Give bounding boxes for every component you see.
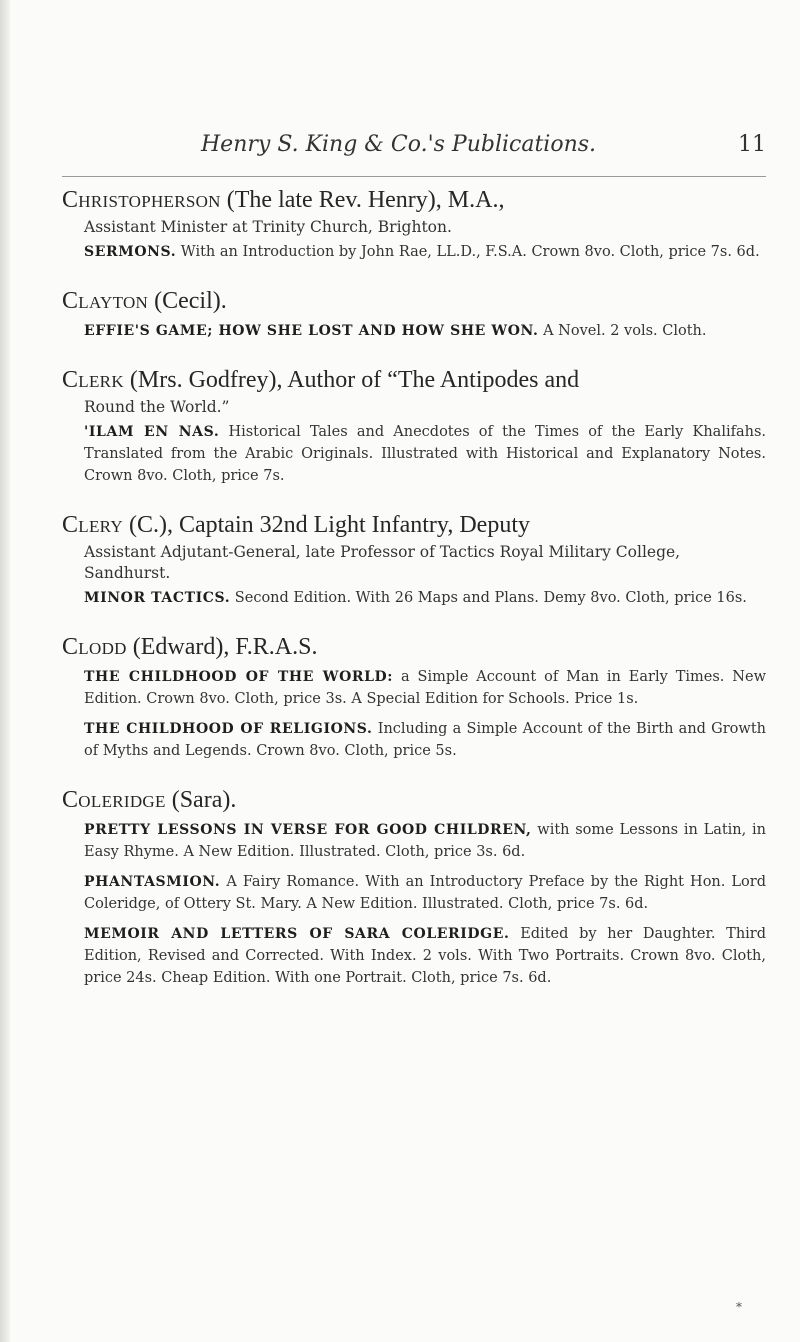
entry-heading [62,184,766,217]
catalogue-entry [62,285,766,342]
work-listing [84,320,766,342]
binding-edge [0,0,10,1342]
author-note: Round the World.” [84,398,230,416]
work-title: PHANTASMION. [84,874,221,890]
catalogue-entry [62,784,766,989]
running-title: Henry S. King & Co.'s Publications. [201,132,597,157]
work-description: Edited by her Daughter. Third Edition, Revised and Corrected. With Index. 2 vols. With Two Portraits. Crown 8vo. Cloth, price 24s. Cheap Edition. With one Portrait. Cloth, price 7s. 6d. [84,926,767,986]
work-listing [84,241,766,263]
entry-heading [62,509,766,542]
catalogue-entry [62,364,766,487]
entry-heading [62,631,766,664]
work-listing [84,718,766,762]
catalogue-entry [62,631,766,762]
catalogue-entry [62,509,766,609]
work-description: A Novel. 2 vols. Cloth. [538,323,707,339]
work-title: THE CHILDHOOD OF THE WORLD: [84,669,394,685]
author-details: (Cecil). [148,288,227,314]
work-description: Second Edition. With 26 Maps and Plans. Demy 8vo. Cloth, price 16s. [230,590,747,606]
author-details: (Edward), F.R.A.S. [126,634,318,660]
catalogue-entry [62,184,766,263]
work-description: A Fairy Romance. With an Introductory Preface by the Right Hon. Lord Coleridge, of Ottery St. Mary. A New Edition. Illustrated. Cloth, price 7s. 6d. [84,874,766,912]
work-description: a Simple Account of Man in Early Times. New Edition. Crown 8vo. Cloth, price 3s. A Special Edition for Schools. Price 1s. [84,669,766,707]
work-title: 'ILAM EN NAS. [84,424,220,440]
work-listing [84,819,766,863]
author-surname: Clayton [62,288,149,314]
work-listing [84,421,766,487]
work-title: MEMOIR AND LETTERS OF SARA COLERIDGE. [84,926,510,942]
author-details: (Sara). [165,787,237,813]
author-surname: Clery [62,512,123,538]
work-listing [84,666,766,710]
printer-mark: * [736,1300,742,1314]
work-title: EFFIE'S GAME; HOW SHE LOST AND HOW SHE WON. [84,323,539,339]
header-rule [62,176,766,177]
running-head [0,132,800,172]
author-surname: Clodd [62,634,127,660]
author-details: (Mrs. Godfrey), Author of “The Antipodes and [123,367,580,393]
entry-heading [62,364,766,397]
work-title: MINOR TACTICS. [84,590,231,606]
work-title: PRETTY LESSONS IN VERSE FOR GOOD CHILDREN, [84,822,532,838]
work-description: With an Introduction by John Rae, LL.D., F.S.A. Crown 8vo. Cloth, price 7s. 6d. [176,244,760,260]
author-note: Assistant Minister at Trinity Church, Brighton. [84,218,452,236]
author-details: (The late Rev. Henry), M.A., [220,187,505,213]
entry-heading [62,285,766,318]
entry-heading [62,784,766,817]
author-surname: Clerk [62,367,124,393]
work-description: with some Lessons in Latin, in Easy Rhyme. A New Edition. Illustrated. Cloth, price 3s. 6d. [84,822,766,860]
work-listing [84,587,766,609]
page-number: 11 [738,132,766,157]
work-title: THE CHILDHOOD OF RELIGIONS. [84,721,373,737]
author-details: (C.), Captain 32nd Light Infantry, Deputy [122,512,530,538]
work-description: Including a Simple Account of the Birth and Growth of Myths and Legends. Crown 8vo. Cloth, price 5s. [84,721,766,759]
catalogue-entries [62,184,766,1011]
author-note: Assistant Adjutant-General, late Professor of Tactics Royal Military College, Sandhurst. [84,543,681,582]
author-surname: Christopherson [62,187,221,213]
work-title: SERMONS. [84,244,177,260]
work-description: Historical Tales and Anecdotes of the Times of the Early Khalifahs. Translated from the Arabic Originals. Illustrated with Historical and Explanatory Notes. Crown 8vo. Cloth, price 7s. [84,424,766,484]
work-listing [84,871,766,915]
work-listing [84,923,766,989]
author-surname: Coleridge [62,787,166,813]
